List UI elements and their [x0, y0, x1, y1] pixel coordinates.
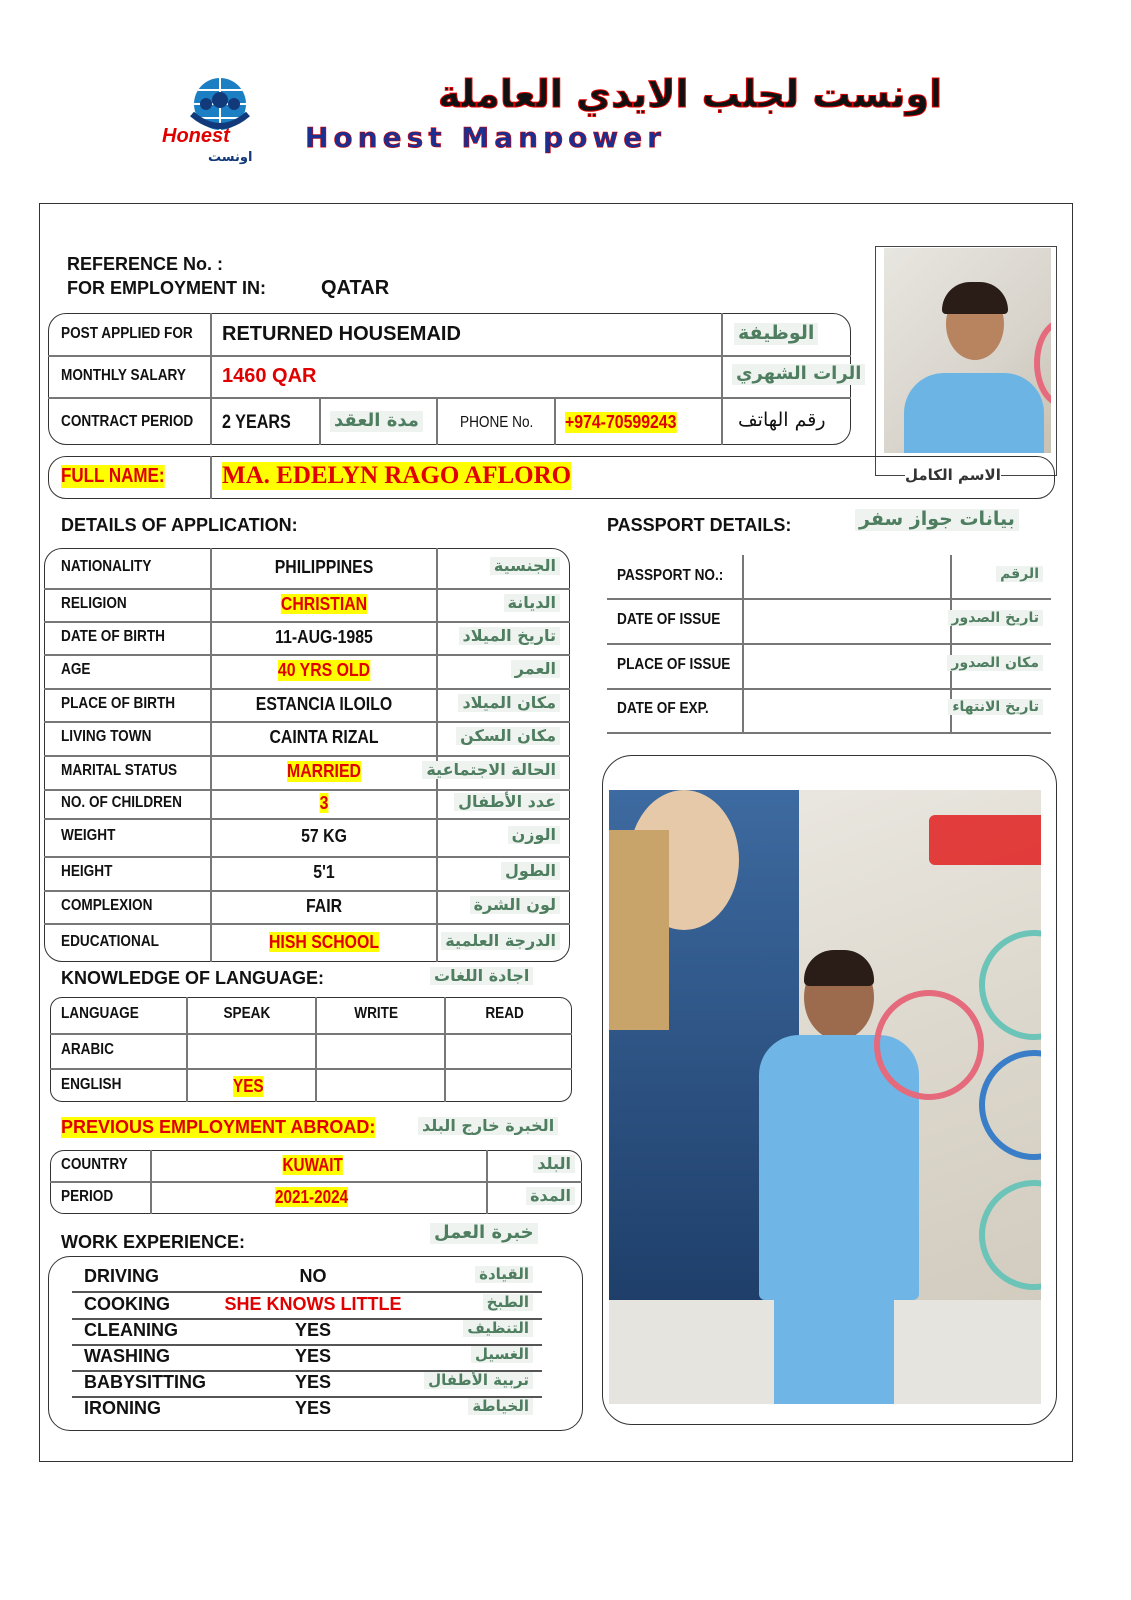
- phone-label: PHONE No.: [460, 414, 534, 431]
- salary-label: MONTHLY SALARY: [61, 367, 186, 384]
- col-divider: [444, 997, 446, 1102]
- details-label: MARITAL STATUS: [61, 762, 178, 779]
- work-ar: القيادة: [475, 1266, 533, 1283]
- details-ar: العمر: [511, 660, 560, 678]
- contract-value: 2 YEARS: [222, 412, 291, 433]
- details-row: [44, 789, 570, 818]
- col-divider: [315, 997, 317, 1102]
- logo-text-ar: اونست: [208, 150, 253, 165]
- full-name-label: FULL NAME:: [61, 465, 165, 487]
- previous-title: PREVIOUS EMPLOYMENT ABROAD:: [61, 1117, 376, 1137]
- details-label: NO. OF CHILDREN: [61, 793, 182, 811]
- phone-value: +974-70599243: [565, 412, 677, 432]
- col-divider: [186, 997, 188, 1102]
- details-value: CAINTA RIZAL: [269, 727, 379, 747]
- details-ar: مكان الميلاد: [458, 694, 560, 712]
- details-row: [44, 721, 570, 755]
- work-value: YES: [294, 1320, 332, 1340]
- details-value: MARRIED: [287, 761, 361, 781]
- work-value: NO: [299, 1265, 327, 1286]
- work-title: WORK EXPERIENCE:: [61, 1232, 246, 1252]
- passport-row: [607, 555, 1051, 598]
- previous-title-ar: الخبرة خارج البلد: [418, 1117, 558, 1135]
- work-ar: الطبخ: [483, 1294, 533, 1311]
- details-ar: الطول: [501, 862, 560, 880]
- details-label: LIVING TOWN: [61, 728, 152, 745]
- post-label: POST APPLIED FOR: [61, 325, 193, 342]
- passport-label: DATE OF EXP.: [617, 700, 709, 717]
- details-label: RELIGION: [61, 594, 127, 612]
- details-label: WEIGHT: [61, 827, 116, 844]
- details-row: [44, 688, 570, 721]
- work-label: DRIVING: [84, 1265, 160, 1286]
- details-ar: مكان السكن: [456, 727, 560, 745]
- language-cell: LANGUAGE: [61, 1005, 139, 1022]
- logo-text-en: Honest: [162, 125, 230, 147]
- details-value: PHILIPPINES: [274, 557, 374, 577]
- details-label: HEIGHT: [61, 863, 113, 880]
- passport-title-ar: بيانات جواز سفر: [855, 509, 1019, 531]
- language-cell: ARABIC: [61, 1041, 114, 1058]
- details-ar: الدرجة العلمية: [441, 932, 560, 950]
- passport-ar: الرقم: [996, 566, 1043, 582]
- details-ar: الوزن: [508, 826, 560, 844]
- details-ar: الحالة الاجتماعية: [422, 761, 560, 779]
- details-row: [44, 588, 570, 621]
- reference-label: REFERENCE No. :: [67, 254, 224, 274]
- details-value: 5'1: [313, 862, 335, 882]
- details-label: PLACE OF BIRTH: [61, 694, 176, 712]
- details-value: CHRISTIAN: [280, 593, 368, 614]
- work-ar: الخياطة: [468, 1398, 533, 1415]
- details-row: [44, 923, 570, 962]
- previous-label: COUNTRY: [61, 1155, 128, 1173]
- details-value: HISH SCHOOL: [268, 931, 380, 952]
- applicant-portrait-photo: [884, 248, 1051, 453]
- previous-ar: المدة: [526, 1187, 575, 1205]
- work-label: WASHING: [84, 1346, 171, 1366]
- previous-label: PERIOD: [61, 1187, 114, 1205]
- details-value: ESTANCIA ILOILO: [255, 693, 393, 714]
- work-ar: الغسيل: [471, 1346, 533, 1363]
- previous-value: KUWAIT: [282, 1154, 343, 1175]
- previous-value: 2021-2024: [274, 1186, 349, 1207]
- details-label: DATE OF BIRTH: [61, 627, 166, 645]
- details-row: [44, 890, 570, 923]
- details-row: [44, 818, 570, 856]
- post-value: RETURNED HOUSEMAID: [222, 323, 461, 345]
- full-name-value: MA. EDELYN RAGO AFLORO: [222, 462, 572, 489]
- language-title-ar: اجادة اللغات: [430, 967, 533, 985]
- work-label: IRONING: [84, 1398, 162, 1418]
- details-title: DETAILS OF APPLICATION:: [61, 515, 298, 535]
- passport-label: DATE OF ISSUE: [617, 610, 721, 628]
- language-title: KNOWLEDGE OF LANGUAGE:: [61, 968, 324, 988]
- post-ar: الوظيفة: [734, 323, 818, 345]
- work-label: CLEANING: [84, 1320, 178, 1340]
- passport-title: PASSPORT DETAILS:: [607, 515, 792, 535]
- applicant-full-body-photo: [609, 790, 1041, 1404]
- details-value: 11-AUG-1985: [275, 626, 373, 647]
- passport-ar: تاريخ الانتهاء: [948, 699, 1043, 715]
- row-divider: [607, 732, 1051, 734]
- company-name-en: Honest Manpower: [305, 121, 667, 154]
- language-cell: WRITE: [353, 1005, 398, 1022]
- language-cell: YES: [232, 1076, 264, 1096]
- work-value: YES: [294, 1398, 332, 1418]
- work-label: BABYSITTING: [84, 1372, 207, 1392]
- passport-row: [607, 688, 1051, 732]
- company-name-ar: اونست لجلب الايدي العاملة: [437, 72, 943, 116]
- passport-label: PLACE OF ISSUE: [617, 655, 731, 673]
- work-value: SHE KNOWS LITTLE: [224, 1293, 402, 1314]
- details-label: COMPLEXION: [61, 896, 153, 914]
- work-ar: تربية الأطفال: [424, 1372, 533, 1389]
- passport-ar: تاريخ الصدور: [948, 610, 1044, 626]
- details-ar: الجنسية: [490, 557, 560, 575]
- passport-row: [607, 643, 1051, 688]
- details-ar: تاريخ الميلاد: [459, 627, 560, 645]
- details-label: AGE: [61, 661, 91, 678]
- details-row: [44, 755, 570, 789]
- details-value: 40 YRS OLD: [277, 660, 371, 680]
- details-label: NATIONALITY: [61, 558, 152, 575]
- salary-value: 1460 QAR: [222, 365, 317, 387]
- row-divider: [50, 1033, 572, 1035]
- details-row: [44, 548, 570, 588]
- passport-ar: مكان الصدور: [947, 655, 1043, 671]
- language-cell: ENGLISH: [61, 1076, 122, 1093]
- details-row: [44, 621, 570, 654]
- details-value: 57 KG: [301, 826, 347, 846]
- details-ar: عدد الأطفال: [454, 793, 560, 811]
- details-row: [44, 856, 570, 890]
- details-label: EDUCATIONAL: [61, 932, 159, 950]
- work-value: YES: [294, 1346, 332, 1366]
- previous-ar: البلد: [533, 1155, 575, 1173]
- details-value: 3: [319, 792, 329, 813]
- language-cell: READ: [485, 1005, 524, 1022]
- details-row: [44, 654, 570, 688]
- passport-label: PASSPORT NO.:: [617, 566, 724, 584]
- salary-ar: الرات الشهري: [732, 364, 865, 385]
- passport-row: [607, 598, 1051, 643]
- details-value: FAIR: [305, 895, 343, 916]
- row-divider: [50, 1068, 572, 1070]
- full-name-ar: الاسم الكامل: [905, 466, 1001, 484]
- details-ar: لون الشرة: [470, 896, 560, 914]
- work-ar: التنظيف: [463, 1320, 533, 1337]
- company-logo: [158, 76, 276, 168]
- contract-label: CONTRACT PERIOD: [61, 413, 194, 430]
- row-divider: [72, 1291, 542, 1293]
- contract-ar: مدة العقد: [330, 411, 423, 432]
- employment-label: FOR EMPLOYMENT IN:: [67, 278, 266, 298]
- language-cell: SPEAK: [222, 1005, 270, 1022]
- work-value: YES: [294, 1372, 332, 1392]
- phone-ar: رقم الهاتف: [738, 409, 826, 431]
- employment-country: QATAR: [321, 277, 390, 299]
- work-label: COOKING: [84, 1293, 171, 1314]
- work-title-ar: خبرة العمل: [430, 1223, 538, 1244]
- details-ar: الديانة: [504, 594, 560, 612]
